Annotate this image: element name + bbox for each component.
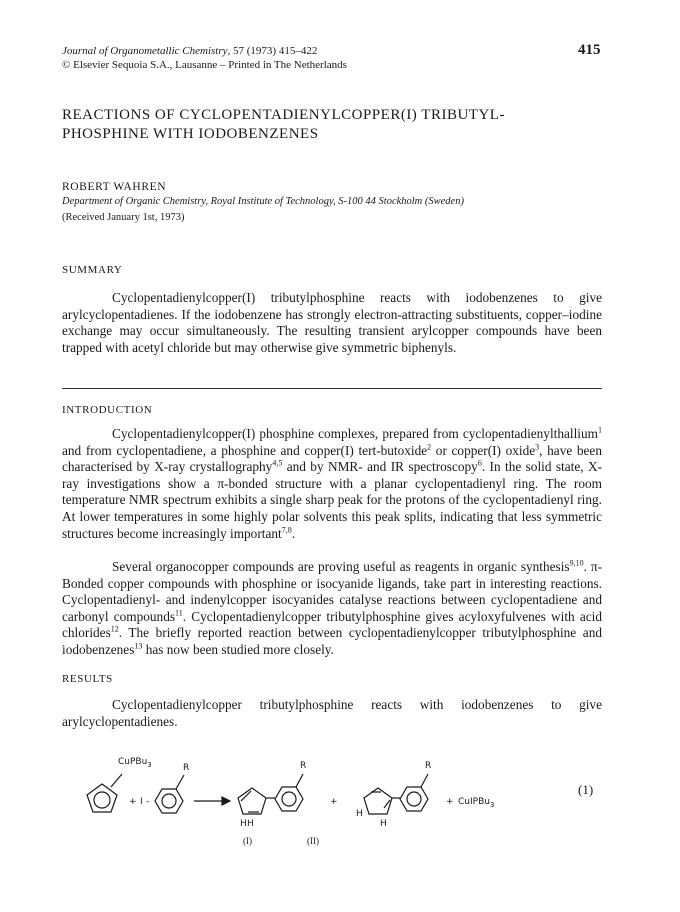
h-label: H xyxy=(356,809,363,819)
reaction-scheme xyxy=(62,742,622,852)
results-paragraph: Cyclopentadienylcopper tributylphosphine reacts with iodobenzenes to give arylcyclopentadienes. xyxy=(62,697,602,729)
plus-sign: + xyxy=(129,797,137,807)
author-name: ROBERT WAHREN xyxy=(62,181,167,193)
h-label: H xyxy=(247,819,254,829)
product-II-structure xyxy=(364,774,428,814)
page-number: 415 xyxy=(578,42,601,58)
r-substituent-label: R xyxy=(183,763,190,773)
h-label: H xyxy=(380,819,387,829)
product-I-structure xyxy=(238,774,303,814)
h-label: H xyxy=(240,819,247,829)
section-divider xyxy=(62,388,602,389)
journal-name: Journal of Organometallic Chemistry xyxy=(62,45,228,57)
iodine-label: I xyxy=(140,797,143,807)
copyright-line: © Elsevier Sequoia S.A., Lausanne – Printed in The Netherlands xyxy=(62,59,347,71)
results-heading: RESULTS xyxy=(62,673,113,685)
title-line-2: PHOSPHINE WITH IODOBENZENES xyxy=(62,126,319,142)
cu-i-pbu3-label: CuIPBu$_3$ xyxy=(458,797,495,809)
introduction-heading: INTRODUCTION xyxy=(62,404,153,416)
cyclopentadienyl-copper-structure xyxy=(87,774,122,812)
title-line-1: REACTIONS OF CYCLOPENTADIENYLCOPPER(I) TRIBUTYL- xyxy=(62,107,505,123)
equation-number: (1) xyxy=(578,782,594,797)
received-date: (Received January 1st, 1973) xyxy=(62,212,185,223)
plus-sign: + xyxy=(330,797,338,807)
compound-label-I: (I) xyxy=(243,836,252,846)
summary-paragraph: Cyclopentadienylcopper(I) tributylphosphine reacts with iodobenzenes to give arylcyclopentadienes. If the iodobenzene has strongly electron-attracting substituents, copper–iodine exchange may occur simultaneously. The resulting transient arylcopper compounds have been trapped with acetyl chloride but may otherwise give symmetric biphenyls. xyxy=(62,290,602,355)
journal-citation xyxy=(62,44,347,72)
summary-heading: SUMMARY xyxy=(62,264,123,276)
author-affiliation: Department of Organic Chemistry, Royal Institute of Technology, S-100 44 Stockholm (Sweden) xyxy=(62,196,464,207)
journal-volume-pages: , 57 (1973) 415–422 xyxy=(227,45,318,57)
r-substituent-label: R xyxy=(300,761,307,771)
iodobenzene-structure xyxy=(155,775,184,813)
compound-label-II: (II) xyxy=(307,836,319,846)
svg-text:-: - xyxy=(146,797,150,807)
r-substituent-label: R xyxy=(425,761,432,771)
article-title xyxy=(62,106,622,144)
plus-sign: + xyxy=(446,797,454,807)
introduction-paragraph-1: Cyclopentadienylcopper(I) phosphine complexes, prepared from cyclopentadienylthallium$^1$ and from cyclopentadiene, a phosphine and copper(I) tert-butoxide$^2$ or copper(I) oxide$^3$, have been characterised by X-ray crystallography$^{4,5}$ and by NMR- and IR spectroscopy$^6$. In the solid state, X-ray investigations show a π-bonded structure with a planar cyclopentadienyl ring. The room temperature NMR spectrum exhibits a single sharp peak for the protons of the cyclopentadienyl ring. At lower temperatures in some highly polar solvents this peak splits, indicating that less symmetric structures become increasingly important$^{7,8}$. xyxy=(62,425,602,541)
introduction-paragraph-2: Several organocopper compounds are proving useful as reagents in organic synthesis$^{9,10}$. π-Bonded copper compounds with phosphine or isocyanide ligands, take part in interesting reactions. Cyclopentadienyl- and indenylcopper isocyanides catalyse reactions between cyclopentadiene and carbonyl compounds$^{11}$. Cyclopentadienylcopper tributylphosphine gives acyloxyfulvenes with acid chlorides$^{12}$. The briefly reported reaction between cyclopentadienylcopper tributylphosphine and iodobenzenes$^{13}$ has now been studied more closely. xyxy=(62,558,602,657)
cu-pbu3-label: CuPBu$_3$ xyxy=(118,757,152,769)
